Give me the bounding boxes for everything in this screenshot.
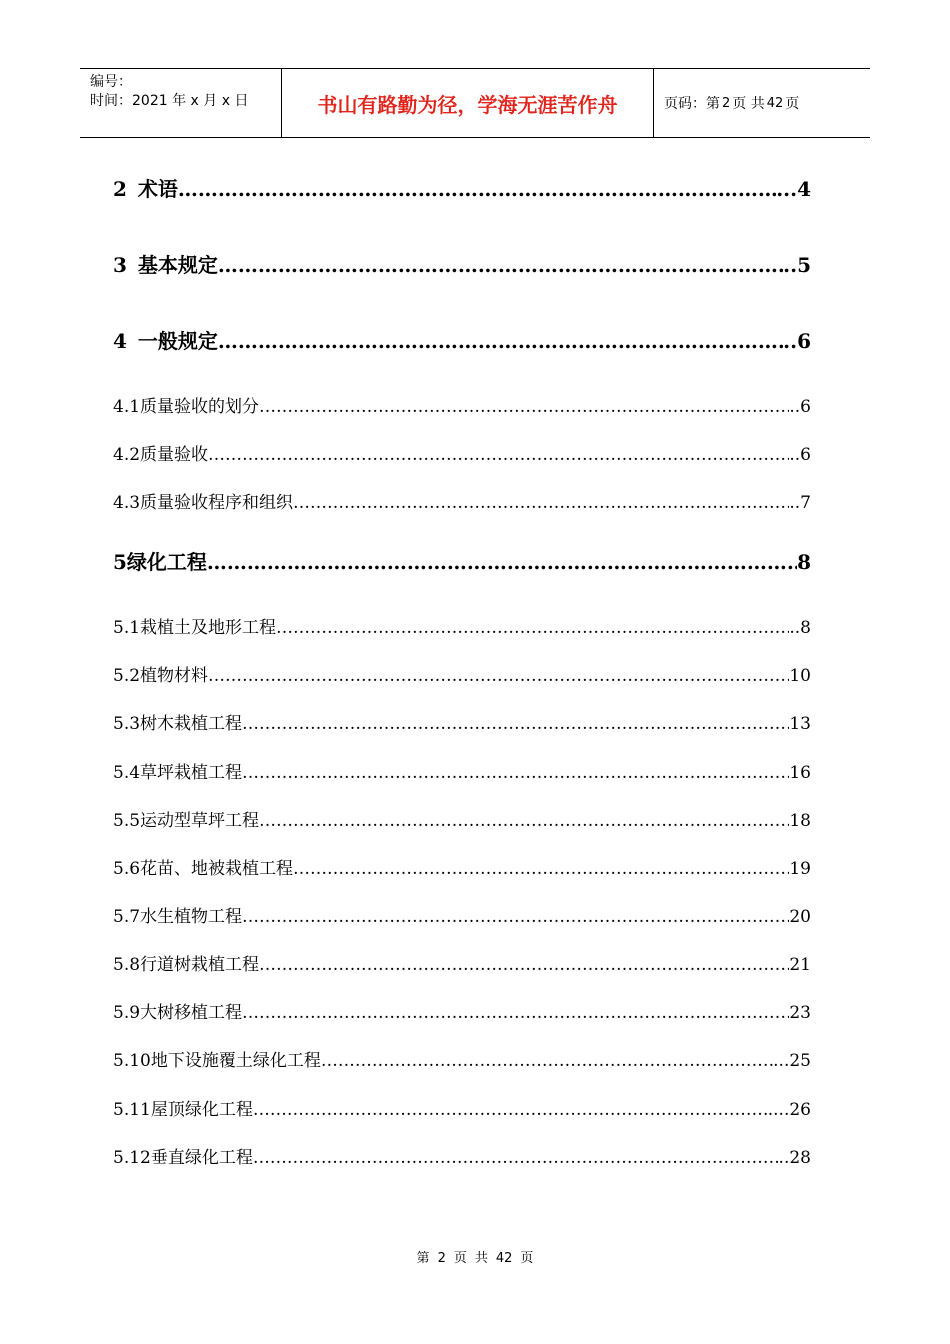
toc-title: 大树移植工程	[140, 1003, 243, 1023]
toc-entry[interactable]	[113, 854, 811, 879]
toc-number: 5	[113, 550, 127, 574]
toc-leader	[259, 397, 789, 417]
toc-title: 屋顶绿化工程	[150, 1100, 253, 1120]
toc-page: 13	[789, 714, 811, 734]
toc-leader	[276, 618, 789, 638]
header-page-info	[654, 69, 870, 137]
toc-number: 5.12	[113, 1148, 151, 1168]
toc-number: 5.7	[113, 907, 141, 927]
toc-entry[interactable]	[113, 1143, 811, 1168]
toc-page: ..7	[789, 493, 811, 513]
toc-entry[interactable]	[113, 546, 811, 575]
toc-leader	[253, 1148, 779, 1168]
toc-title: 质量验收程序和组织	[140, 493, 294, 513]
toc-leader	[321, 1051, 773, 1071]
toc-number: 4.1	[113, 397, 141, 417]
toc-entry[interactable]	[113, 392, 811, 417]
toc-title: 运动型草坪工程	[140, 811, 260, 831]
footer-ye-end: 页	[520, 1251, 534, 1266]
toc-leader	[242, 763, 789, 783]
toc-number: 5.8	[113, 955, 141, 975]
toc-entry[interactable]	[113, 613, 811, 638]
toc-number: 5.9	[113, 1003, 141, 1023]
toc-page: ..28	[778, 1148, 811, 1168]
toc-title: 质量验收	[140, 445, 209, 465]
toc-title: 地下设施覆土绿化工程	[150, 1051, 321, 1071]
toc-entry[interactable]	[113, 758, 811, 783]
footer-total: 42	[495, 1251, 513, 1266]
toc-page: 23	[789, 1003, 811, 1023]
toc-leader	[242, 907, 789, 927]
toc-entry[interactable]	[113, 488, 811, 513]
footer-current: 2	[437, 1251, 446, 1266]
header-motto: 书山有路勤为径，学海无涯苦作舟	[281, 69, 654, 137]
toc-page: ...4	[776, 177, 811, 201]
footer-ye: 页	[453, 1251, 467, 1266]
toc-number: 5.5	[113, 811, 141, 831]
toc-entry[interactable]	[113, 998, 811, 1023]
toc-title: 行道树栽植工程	[140, 955, 260, 975]
toc-entry[interactable]	[113, 173, 811, 202]
toc-page: 10	[789, 666, 811, 686]
toc-entry[interactable]	[113, 950, 811, 975]
toc-leader	[208, 445, 789, 465]
toc-leader	[253, 1100, 768, 1120]
toc-page: ..5	[783, 253, 811, 277]
time-label: 时间：2021 年 x 月 x 日	[90, 93, 249, 109]
toc-leader	[293, 493, 789, 513]
toc-page: 21	[789, 955, 811, 975]
toc-leader	[242, 714, 789, 734]
toc-title: 质量验收的划分	[140, 397, 260, 417]
toc-page: 20	[789, 907, 811, 927]
toc-title: 术语	[137, 177, 178, 201]
toc-title: 花苗、地被栽植工程	[140, 859, 294, 879]
toc-title: 绿化工程	[126, 550, 207, 574]
toc-leader	[242, 1003, 789, 1023]
toc-number: 5.3	[113, 714, 141, 734]
header-meta	[80, 69, 281, 137]
page-suffix: 页	[785, 96, 800, 112]
toc-page: 19	[789, 859, 811, 879]
toc-title: 树木栽植工程	[140, 714, 243, 734]
toc-page: ..6	[783, 329, 811, 353]
page-total: 42	[766, 95, 784, 111]
header-table	[80, 68, 870, 138]
toc-number: 5.6	[113, 859, 141, 879]
toc-number: 3	[113, 253, 127, 277]
toc-leader	[259, 955, 789, 975]
toc-leader	[178, 177, 776, 201]
toc-number: 5.11	[113, 1100, 151, 1120]
page-footer	[0, 1247, 950, 1266]
toc-number: 5.10	[113, 1051, 151, 1071]
toc-title: 垂直绿化工程	[150, 1148, 253, 1168]
toc-number: 5.2	[113, 666, 141, 686]
toc-entry[interactable]	[113, 806, 811, 831]
page-mid: 页 共	[732, 96, 765, 112]
toc-page: ..6	[789, 445, 811, 465]
toc-entry[interactable]	[113, 440, 811, 465]
toc-page: 8	[797, 550, 811, 574]
toc-entry[interactable]	[113, 709, 811, 734]
footer-gong: 共	[474, 1251, 488, 1266]
footer-di: 第	[416, 1251, 430, 1266]
toc-entry[interactable]	[113, 249, 811, 278]
toc-leader	[207, 550, 797, 574]
toc-page: ..6	[789, 397, 811, 417]
toc-page: ..8	[789, 618, 811, 638]
toc-leader	[218, 253, 783, 277]
toc-page: ...25	[773, 1051, 811, 1071]
toc-page: 16	[789, 763, 811, 783]
toc-entry[interactable]	[113, 661, 811, 686]
number-label: 编号：	[90, 74, 132, 90]
toc-title: 水生植物工程	[140, 907, 243, 927]
toc-title: 植物材料	[140, 666, 209, 686]
toc-leader	[208, 666, 789, 686]
page-prefix: 页码：第	[664, 96, 720, 112]
toc-number: 4.3	[113, 493, 141, 513]
page-current: 2	[722, 95, 731, 111]
toc-number: 5.4	[113, 763, 141, 783]
toc-title: 草坪栽植工程	[140, 763, 243, 783]
toc-title: 栽植土及地形工程	[140, 618, 277, 638]
toc-number: 4.2	[113, 445, 141, 465]
toc-entry[interactable]	[113, 1095, 811, 1120]
toc-leader	[259, 811, 789, 831]
toc-number: 4	[113, 329, 127, 353]
toc-number: 2	[113, 177, 127, 201]
toc-title: 一般规定	[137, 329, 218, 353]
toc-entry[interactable]	[113, 1046, 811, 1071]
toc-page: 18	[789, 811, 811, 831]
toc-number: 5.1	[113, 618, 141, 638]
toc-entry[interactable]	[113, 902, 811, 927]
toc-page: ....26	[767, 1100, 811, 1120]
toc-leader	[218, 329, 783, 353]
toc-title: 基本规定	[137, 253, 218, 277]
toc-leader	[293, 859, 789, 879]
toc-entry[interactable]	[113, 325, 811, 354]
